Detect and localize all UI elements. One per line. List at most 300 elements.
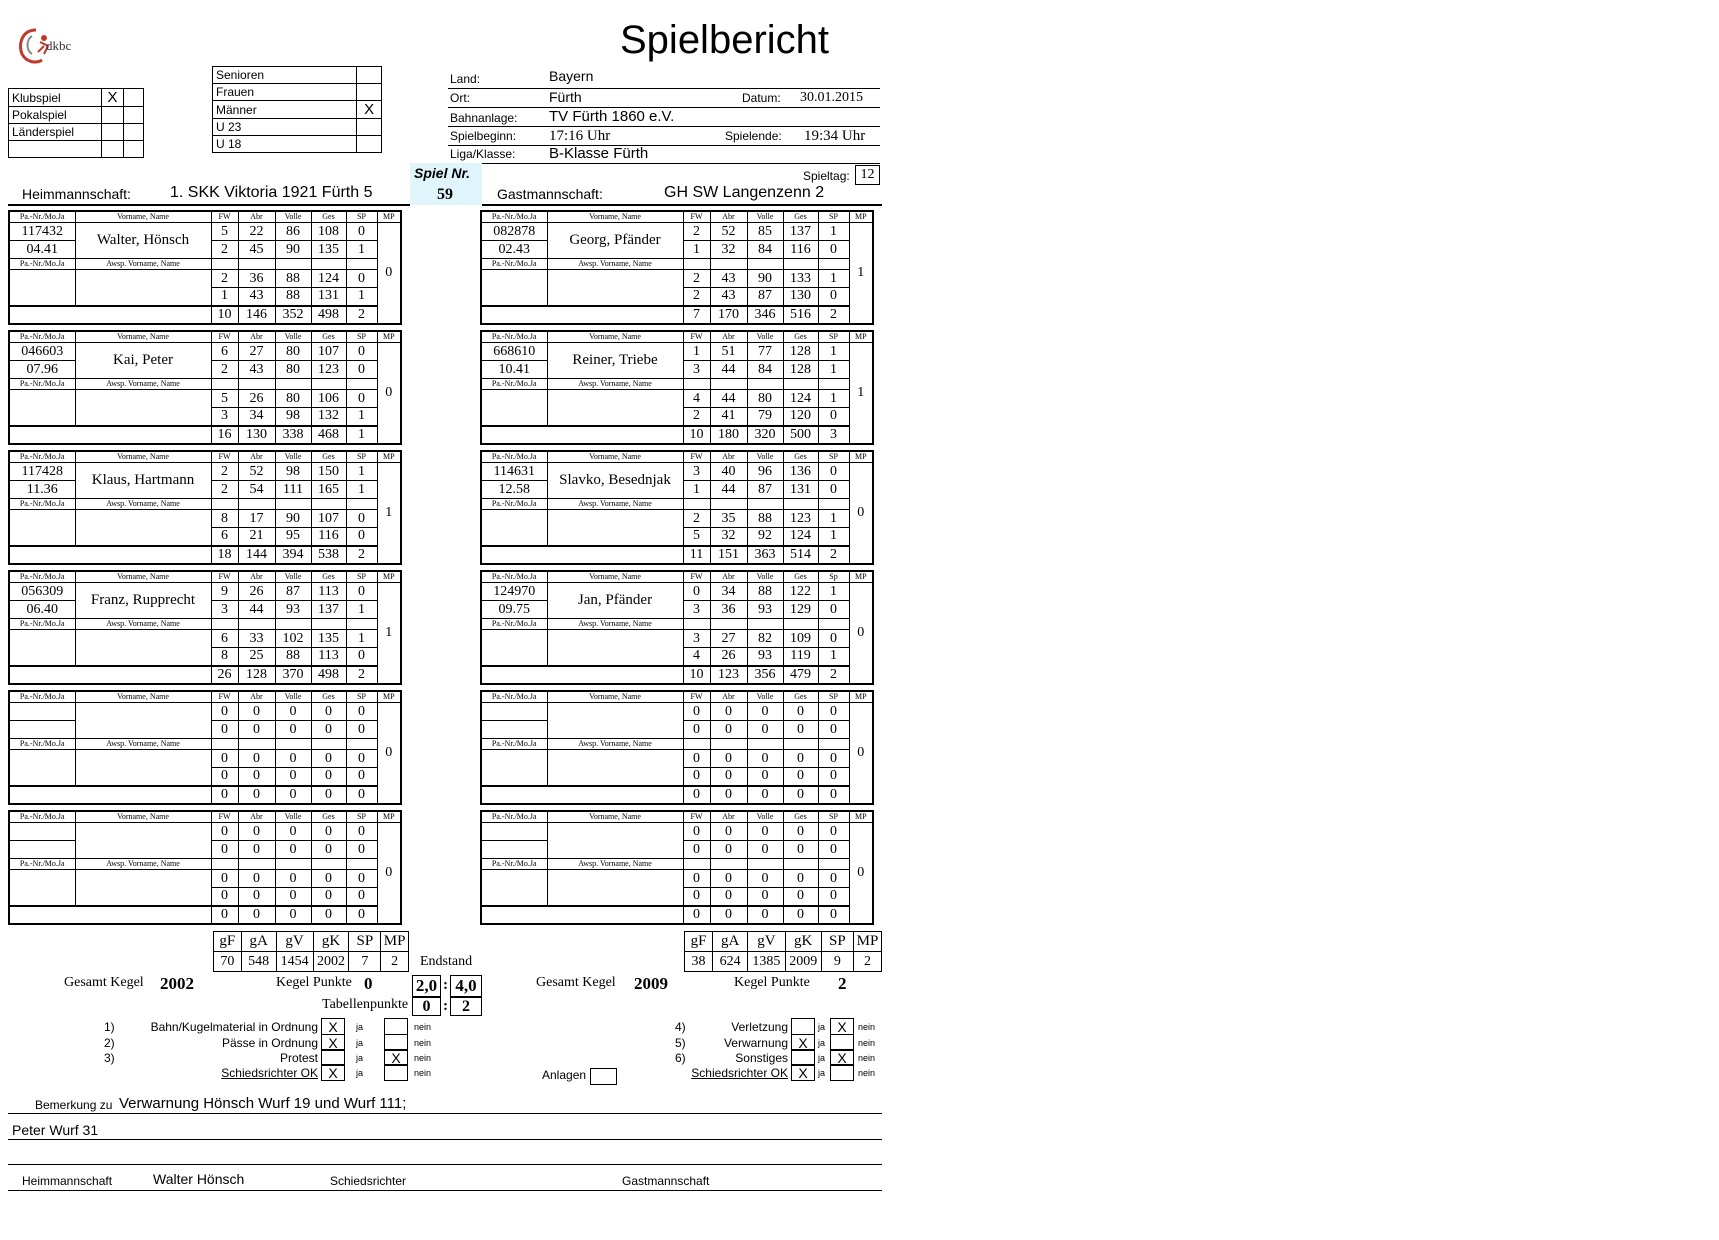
name-label: Vorname, Name (75, 211, 211, 223)
category-label: U 23 (213, 119, 357, 136)
sp-label: SP (346, 451, 377, 463)
set-value: 109 (783, 630, 818, 648)
first-set-value: 5 (211, 223, 238, 241)
label-row (481, 859, 873, 870)
game-type-label (9, 141, 102, 158)
anlagen-label: Anlagen (542, 1068, 587, 1082)
player-row (481, 270, 873, 288)
empty-cell (275, 859, 311, 870)
label-row (481, 259, 873, 270)
check-nein-box[interactable] (384, 1064, 408, 1081)
totals-header-row (214, 932, 409, 952)
check-ja-box[interactable]: X (791, 1034, 815, 1051)
sum-value: 0 (710, 786, 747, 804)
set-value: 98 (275, 408, 311, 426)
name-label: Vorname, Name (547, 571, 683, 583)
empty-cell (747, 259, 783, 270)
set-value: 123 (311, 361, 346, 379)
empty-cell (311, 379, 346, 390)
fw-label: FW (683, 691, 710, 703)
sub-name (547, 750, 683, 786)
guest-player-block (480, 450, 874, 565)
empty-cell (710, 499, 747, 510)
datum-value: 30.01.2015 (800, 90, 863, 105)
player-row (9, 630, 401, 648)
set-value: 0 (747, 870, 783, 888)
spielnr-value: 59 (437, 186, 453, 203)
sum-value: 0 (311, 786, 346, 804)
check-ja-box[interactable]: X (321, 1018, 345, 1035)
empty-cell (783, 619, 818, 630)
mp-label: MP (849, 451, 873, 463)
check-nein-box[interactable] (384, 1018, 408, 1035)
player-row (481, 870, 873, 888)
pa-number: 114631 (481, 463, 547, 481)
set-value: 106 (311, 390, 346, 408)
check-ja-box[interactable]: X (321, 1034, 345, 1051)
check-nein-box[interactable]: X (384, 1049, 408, 1066)
first-set-value: 1 (818, 343, 849, 361)
volle-label: Volle (747, 451, 783, 463)
set-value: 3 (211, 601, 238, 619)
pa-label: Pa.-Nr./Mo.Ja (481, 739, 547, 750)
set-value: 95 (275, 528, 311, 546)
category-checkbox[interactable] (357, 136, 382, 153)
player-name (547, 823, 683, 859)
sum-value: 356 (747, 666, 783, 684)
set-value: 129 (783, 601, 818, 619)
pa-label: Pa.-Nr./Mo.Ja (9, 691, 75, 703)
set-value: 0 (238, 750, 275, 768)
game-type-row (9, 89, 144, 107)
bahn-value: TV Fürth 1860 e.V. (549, 108, 675, 125)
totals-header: gA (712, 932, 747, 952)
ges-label: Ges (783, 571, 818, 583)
mp-label: MP (377, 691, 401, 703)
match-points: 0 (849, 583, 873, 684)
check-label: Pässe in Ordnung (221, 1036, 318, 1050)
sp-label: SP (818, 811, 849, 823)
set-value: 0 (346, 721, 377, 739)
sum-value: 0 (275, 906, 311, 924)
birth-month-year: 09.75 (481, 601, 547, 619)
empty-cell (683, 259, 710, 270)
category-checkbox[interactable]: X (357, 101, 382, 119)
sum-value: 516 (783, 306, 818, 324)
ja-label: ja (818, 1053, 826, 1063)
first-set-value: 0 (211, 823, 238, 841)
check-number: 6) (675, 1051, 686, 1065)
set-value: 0 (346, 510, 377, 528)
pa-label: Pa.-Nr./Mo.Ja (481, 211, 547, 223)
set-value: 90 (275, 510, 311, 528)
game-type-table (8, 88, 144, 158)
totals-header: MP (853, 932, 881, 952)
player-name: Walter, Hönsch (75, 223, 211, 259)
set-value: 0 (238, 888, 275, 906)
line (448, 126, 880, 127)
label-row (9, 739, 401, 750)
set-value: 124 (783, 528, 818, 546)
empty-cell (747, 379, 783, 390)
empty-cell (275, 259, 311, 270)
label-row (481, 211, 873, 223)
game-type-label: Pokalspiel (9, 107, 102, 124)
check-nein-box[interactable]: X (830, 1018, 854, 1035)
nein-label: nein (858, 1022, 876, 1032)
category-checkbox[interactable] (357, 119, 382, 136)
sub-name (547, 510, 683, 546)
set-value: 0 (311, 841, 346, 859)
check-number: 4) (675, 1020, 686, 1034)
player-row (481, 630, 873, 648)
sum-value: 180 (710, 426, 747, 444)
empty-cell (710, 259, 747, 270)
pa-number (9, 823, 75, 841)
set-value: 44 (710, 390, 747, 408)
pa-number: 117428 (9, 463, 75, 481)
totals-value: 1385 (748, 952, 785, 972)
set-value: 36 (710, 601, 747, 619)
category-checkbox[interactable] (357, 67, 382, 84)
set-value: 0 (683, 721, 710, 739)
totals-header: gV (276, 932, 313, 952)
totals-value: 548 (241, 952, 276, 972)
fw-label: FW (211, 571, 238, 583)
totals-header: gV (748, 932, 785, 952)
nein-label: nein (858, 1068, 876, 1078)
set-value: 0 (710, 768, 747, 786)
empty-cell (481, 306, 683, 324)
set-value: 54 (238, 481, 275, 499)
first-set-value: 0 (275, 823, 311, 841)
set-value: 93 (747, 648, 783, 666)
category-label: Frauen (213, 84, 357, 101)
nein-label: nein (858, 1053, 876, 1063)
match-points: 0 (377, 223, 401, 324)
set-value: 0 (238, 721, 275, 739)
empty-cell (783, 379, 818, 390)
empty-cell (346, 499, 377, 510)
first-set-value: 22 (238, 223, 275, 241)
label-row (9, 379, 401, 390)
set-value: 116 (783, 241, 818, 259)
ges-label: Ges (311, 211, 346, 223)
nein-label: nein (858, 1038, 876, 1048)
bemerkung-line-1: Verwarnung Hönsch Wurf 19 und Wurf 111; (119, 1095, 407, 1112)
empty-cell (346, 739, 377, 750)
totals-value: 2002 (313, 952, 349, 972)
set-value: 0 (818, 721, 849, 739)
first-set-value: 107 (311, 343, 346, 361)
spieltag-label: Spieltag: (803, 169, 850, 183)
pa-label: Pa.-Nr./Mo.Ja (9, 259, 75, 270)
guest-totals-table (684, 931, 882, 972)
beginn-value: 17:16 Uhr (549, 128, 611, 144)
fw-label: FW (211, 451, 238, 463)
set-value: 0 (818, 408, 849, 426)
set-value: 0 (346, 870, 377, 888)
sum-value: 18 (211, 546, 238, 564)
set-value: 111 (275, 481, 311, 499)
game-type-checkbox[interactable] (102, 141, 123, 158)
mp-label: MP (377, 211, 401, 223)
match-points: 1 (377, 583, 401, 684)
pa-number: 046603 (9, 343, 75, 361)
liga-value: B-Klasse Fürth (549, 145, 649, 162)
set-value: 130 (783, 288, 818, 306)
empty-cell (9, 306, 211, 324)
game-type-label: Klubspiel (9, 89, 102, 107)
set-value: 2 (683, 408, 710, 426)
set-value: 0 (275, 870, 311, 888)
guest-player-block (480, 810, 874, 925)
abr-label: Abr (710, 691, 747, 703)
abr-label: Abr (238, 571, 275, 583)
sum-value: 0 (747, 906, 783, 924)
spielnr-label: Spiel Nr. (414, 165, 471, 181)
label-row (9, 571, 401, 583)
label-row (481, 571, 873, 583)
label-row (481, 499, 873, 510)
sum-row (9, 546, 401, 564)
pa-label: Pa.-Nr./Mo.Ja (9, 451, 75, 463)
check-nein-box[interactable]: X (830, 1049, 854, 1066)
first-set-value: 3 (683, 463, 710, 481)
set-value: 102 (275, 630, 311, 648)
set-value: 0 (211, 750, 238, 768)
first-set-value: 0 (238, 703, 275, 721)
name-label: Vorname, Name (547, 811, 683, 823)
line (482, 204, 882, 206)
set-value: 0 (818, 288, 849, 306)
check-nein-box[interactable] (830, 1064, 854, 1081)
player-row (481, 750, 873, 768)
endstand-label: Endstand (420, 954, 473, 969)
check-ja-box[interactable]: X (791, 1064, 815, 1081)
empty-cell (818, 379, 849, 390)
sp-label: SP (818, 211, 849, 223)
sp-label: SP (346, 211, 377, 223)
empty-cell (818, 499, 849, 510)
totals-value: 2009 (785, 952, 821, 972)
sum-value: 146 (238, 306, 275, 324)
totals-value: 624 (712, 952, 747, 972)
set-value: 44 (710, 481, 747, 499)
label-row (481, 451, 873, 463)
sum-value: 2 (818, 546, 849, 564)
first-set-value: 1 (818, 583, 849, 601)
tab-sep: : (443, 998, 448, 1014)
check-label: Schiedsrichter OK (221, 1066, 318, 1080)
player-row (481, 223, 873, 241)
player-row (481, 823, 873, 841)
set-value: 0 (683, 870, 710, 888)
set-value: 0 (238, 768, 275, 786)
empty-cell (311, 499, 346, 510)
set-value: 0 (311, 721, 346, 739)
sum-value: 144 (238, 546, 275, 564)
label-row (481, 811, 873, 823)
empty-cell (818, 259, 849, 270)
set-value: 1 (818, 528, 849, 546)
empty-cell (747, 739, 783, 750)
set-value: 3 (683, 630, 710, 648)
first-set-value: 0 (783, 823, 818, 841)
sum-value: 338 (275, 426, 311, 444)
game-type-checkbox[interactable] (102, 124, 123, 141)
land-label: Land: (450, 72, 481, 86)
bemerkung-line-2: Peter Wurf 31 (12, 1122, 99, 1138)
sub-name (75, 750, 211, 786)
mp-label: MP (849, 211, 873, 223)
set-value: 0 (211, 768, 238, 786)
set-value: 132 (311, 408, 346, 426)
first-set-value: 0 (683, 703, 710, 721)
abr-label: Abr (238, 331, 275, 343)
set-value: 45 (238, 241, 275, 259)
match-points: 0 (849, 823, 873, 924)
set-value: 0 (346, 528, 377, 546)
player-name: Jan, Pfänder (547, 583, 683, 619)
ende-value: 19:34 Uhr (804, 128, 866, 144)
check-ja-box[interactable] (791, 1018, 815, 1035)
set-value: 0 (346, 390, 377, 408)
set-value: 0 (683, 750, 710, 768)
sum-row (481, 546, 873, 564)
game-type-extra-cell (123, 89, 143, 107)
sign-ref-label: Schiedsrichter (330, 1174, 407, 1188)
set-value: 3 (683, 361, 710, 379)
sum-value: 0 (211, 786, 238, 804)
sum-value: 123 (710, 666, 747, 684)
set-value: 1 (818, 390, 849, 408)
sp-label: Sp (818, 571, 849, 583)
player-row (9, 463, 401, 481)
game-type-checkbox[interactable]: X (102, 89, 123, 107)
nein-label: nein (414, 1038, 432, 1048)
set-value: 0 (747, 888, 783, 906)
set-value: 6 (211, 528, 238, 546)
sum-value: 0 (783, 786, 818, 804)
empty-cell (710, 739, 747, 750)
player-row (481, 343, 873, 361)
nein-label: nein (414, 1068, 432, 1078)
first-set-value: 0 (818, 703, 849, 721)
awsp-label: Awsp. Vorname, Name (547, 499, 683, 510)
set-value: 131 (783, 481, 818, 499)
first-set-value: 77 (747, 343, 783, 361)
sum-value: 0 (346, 786, 377, 804)
set-value: 1 (346, 481, 377, 499)
set-value: 1 (346, 601, 377, 619)
empty-cell (346, 259, 377, 270)
empty-cell (238, 259, 275, 270)
set-value: 43 (238, 288, 275, 306)
first-set-value: 0 (311, 823, 346, 841)
game-type-checkbox[interactable] (102, 107, 123, 124)
home-player-block (8, 210, 402, 325)
fw-label: FW (211, 691, 238, 703)
pa-label: Pa.-Nr./Mo.Ja (9, 739, 75, 750)
first-set-value: 34 (710, 583, 747, 601)
pa-label: Pa.-Nr./Mo.Ja (481, 259, 547, 270)
first-set-value: 0 (346, 223, 377, 241)
tabellen-label: Tabellenpunkte (322, 997, 409, 1012)
game-type-row (9, 124, 144, 141)
set-value: 2 (683, 510, 710, 528)
empty-cell (683, 619, 710, 630)
mp-label: MP (377, 571, 401, 583)
ges-label: Ges (311, 331, 346, 343)
sum-value: 0 (238, 906, 275, 924)
first-set-value: 0 (275, 703, 311, 721)
pa-label: Pa.-Nr./Mo.Ja (481, 571, 547, 583)
sub-name (75, 510, 211, 546)
set-value: 0 (818, 241, 849, 259)
set-value: 133 (783, 270, 818, 288)
first-set-value: 0 (346, 583, 377, 601)
fw-label: FW (683, 571, 710, 583)
awsp-label: Awsp. Vorname, Name (75, 619, 211, 630)
empty-cell (311, 619, 346, 630)
category-label: U 18 (213, 136, 357, 153)
ort-value: Fürth (549, 89, 582, 105)
line (8, 1139, 882, 1140)
set-value: 26 (238, 390, 275, 408)
set-value: 84 (747, 361, 783, 379)
set-value: 6 (211, 630, 238, 648)
pa-label: Pa.-Nr./Mo.Ja (9, 811, 75, 823)
category-checkbox[interactable] (357, 84, 382, 101)
sum-value: 320 (747, 426, 783, 444)
set-value: 0 (311, 768, 346, 786)
birth-month-year: 04.41 (9, 241, 75, 259)
totals-header-row (685, 932, 882, 952)
empty-cell (9, 426, 211, 444)
sub-pa (481, 510, 547, 546)
birth-month-year: 07.96 (9, 361, 75, 379)
game-type-extra-cell (123, 124, 143, 141)
ja-label: ja (356, 1068, 364, 1078)
empty-cell (238, 379, 275, 390)
guest-kp-label: Kegel Punkte (734, 975, 810, 990)
set-value: 35 (710, 510, 747, 528)
game-type-row (9, 107, 144, 124)
set-value: 0 (783, 888, 818, 906)
empty-cell (683, 859, 710, 870)
set-value: 0 (818, 870, 849, 888)
abr-label: Abr (238, 691, 275, 703)
name-label: Vorname, Name (75, 811, 211, 823)
set-value: 135 (311, 630, 346, 648)
set-value: 0 (346, 888, 377, 906)
nein-label: nein (414, 1053, 432, 1063)
set-value: 0 (311, 888, 346, 906)
player-name: Franz, Rupprecht (75, 583, 211, 619)
line (8, 1113, 882, 1114)
sub-name (547, 870, 683, 906)
totals-value: 1454 (276, 952, 313, 972)
anlagen-checkbox[interactable] (590, 1068, 617, 1085)
set-value: 90 (747, 270, 783, 288)
set-value: 119 (783, 648, 818, 666)
set-value: 0 (783, 721, 818, 739)
check-ja-box[interactable]: X (321, 1064, 345, 1081)
set-value: 43 (710, 288, 747, 306)
set-value: 0 (683, 841, 710, 859)
game-type-label: Länderspiel (9, 124, 102, 141)
